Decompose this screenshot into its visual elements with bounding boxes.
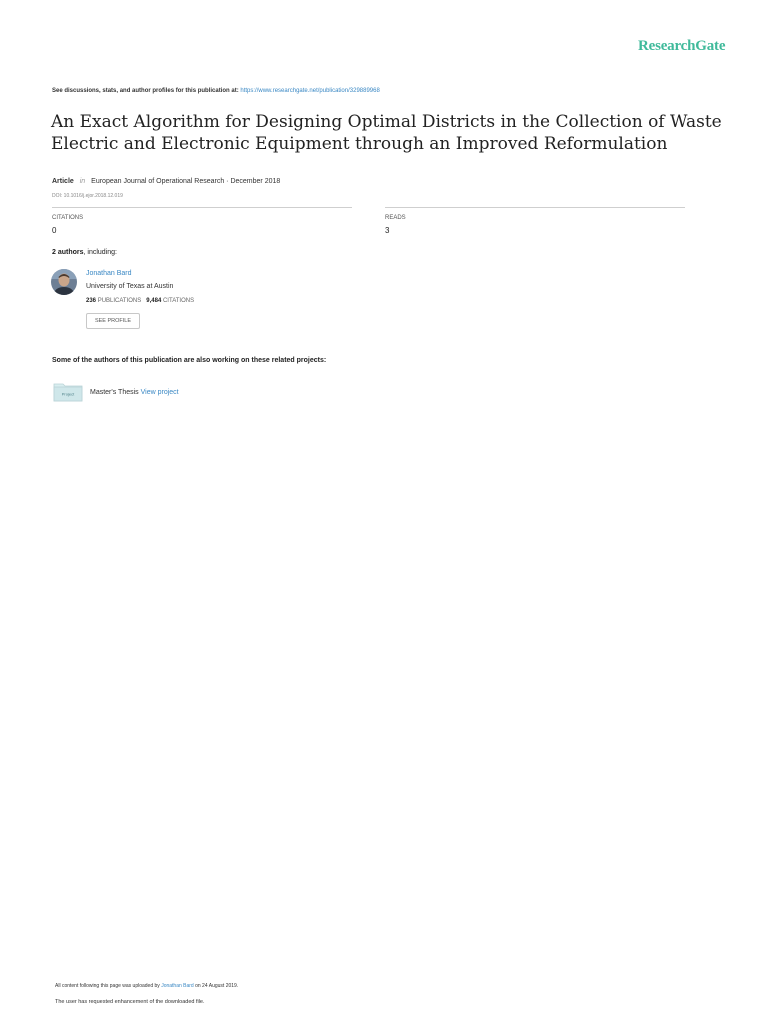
discussion-line: [52, 88, 380, 94]
author-publications-count: 236: [86, 298, 97, 304]
citations-divider: [52, 207, 352, 208]
paper-meta: [52, 178, 280, 185]
author-publications-label: PUBLICATIONS: [97, 298, 142, 304]
reads-label: READS: [385, 215, 406, 221]
reads-divider: [385, 207, 685, 208]
view-project-link[interactable]: View project: [140, 389, 179, 396]
authors-including: , including:: [83, 249, 117, 256]
upload-suffix: on 24 August 2019.: [193, 983, 239, 989]
author-avatar[interactable]: [51, 269, 77, 295]
author-name-link[interactable]: Jonathan Bard: [86, 270, 132, 277]
enhancement-note: The user has requested enhancement of the downloaded file.: [55, 999, 205, 1005]
paper-venue: European Journal of Operational Research · December 2018: [91, 178, 281, 185]
discussion-prefix: See discussions, stats, and author profiles for this publication at:: [52, 88, 241, 94]
researchgate-logo[interactable]: ResearchGate: [638, 38, 726, 54]
author-photo: [51, 269, 77, 295]
see-profile-button[interactable]: SEE PROFILE: [86, 313, 140, 329]
projects-heading: Some of the authors of this publication are also working on these related projects:: [52, 357, 327, 364]
author-stats: [86, 298, 194, 304]
authors-heading: [52, 249, 117, 256]
author-citations-label: CITATIONS: [162, 298, 195, 304]
project-folder-icon: [53, 381, 83, 402]
uploader-link[interactable]: Jonathan Bard: [161, 983, 194, 989]
in-label: in: [79, 178, 86, 185]
upload-prefix: All content following this page was uploaded by: [55, 983, 162, 989]
citations-label: CITATIONS: [52, 215, 84, 221]
author-citations-count: 9,484: [146, 298, 162, 304]
paper-type: Article: [52, 178, 74, 185]
paper-title: An Exact Algorithm for Designing Optimal Districts in the Collection of Waste Electric and Electronic Equipment through an Improved Reformulation: [51, 112, 722, 154]
project-folder-label: Project: [61, 391, 75, 397]
upload-note: [55, 983, 238, 989]
project-item: [90, 389, 179, 396]
paper-doi: DOI: 10.1016/j.ejor.2018.12.019: [52, 193, 123, 199]
publication-url-link[interactable]: https://www.researchgate.net/publication/329889968: [240, 88, 380, 94]
authors-count: 2 authors: [52, 249, 84, 256]
author-institution: University of Texas at Austin: [86, 283, 174, 290]
reads-value: 3: [385, 226, 390, 235]
citations-value: 0: [52, 226, 57, 235]
project-name: Master's Thesis: [90, 389, 139, 396]
